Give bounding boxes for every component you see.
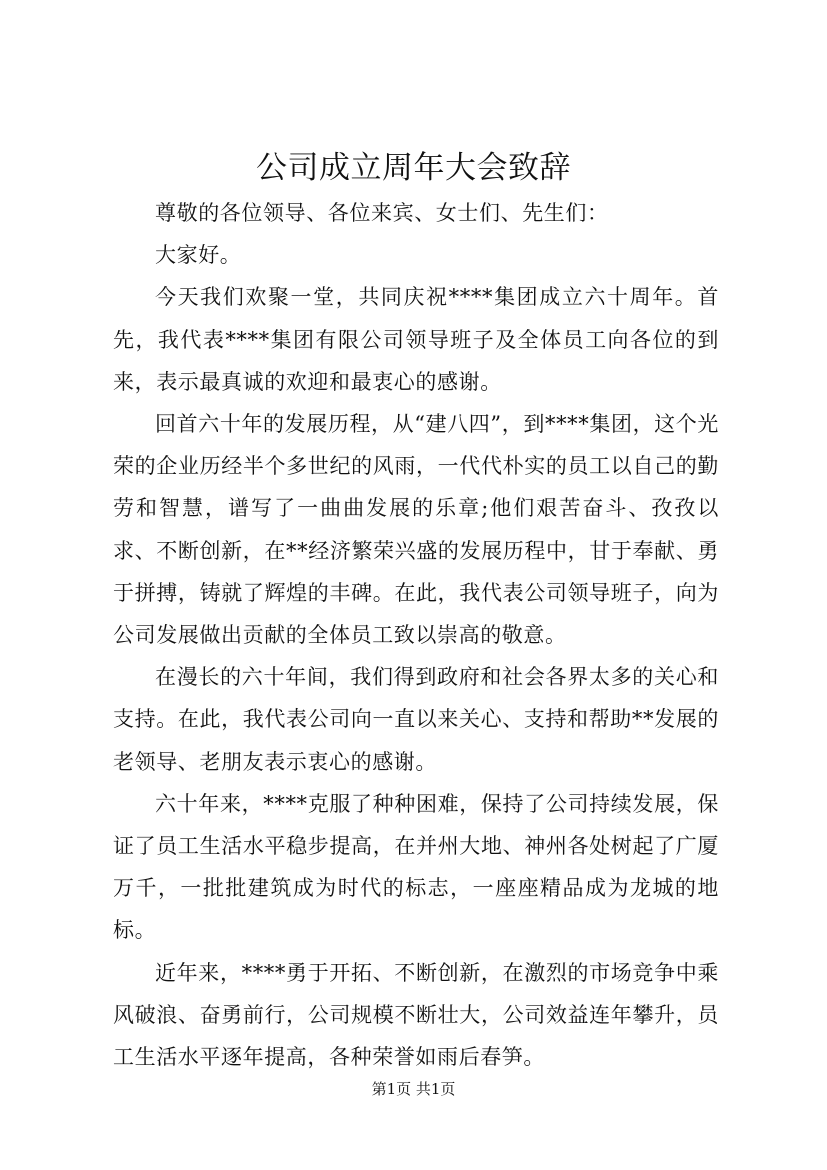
paragraph-welcome: 今天我们欢聚一堂，共同庆祝****集团成立六十周年。首先，我代表****集团有限公司领导班子及全体员工向各位的到来，表示最真诚的欢迎和最衷心的感谢。 bbox=[113, 285, 719, 394]
document-body bbox=[113, 192, 719, 1078]
paragraph-history: 回首六十年的发展历程，从“建八四”，到****集团，这个光荣的企业历经半个多世纪的风雨，一代代朴实的员工以自己的勤劳和智慧，谱写了一曲曲发展的乐章;他们艰苦奋斗、孜孜以求、不断创新，在**经济繁荣兴盛的发展历程中，甘于奉献、勇于拼搏，铸就了辉煌的丰碑。在此，我代表公司领导班子，向为公司发展做出贡献的全体员工致以崇高的敬意。 bbox=[113, 412, 719, 648]
paragraph-thanks: 在漫长的六十年间，我们得到政府和社会各界太多的关心和支持。在此，我代表公司向一直以来关心、支持和帮助**发展的老领导、老朋友表示衷心的感谢。 bbox=[113, 665, 719, 774]
paragraph-greeting: 大家好。 bbox=[155, 243, 242, 268]
paragraph-salutation: 尊敬的各位领导、各位来宾、女士们、先生们： bbox=[155, 201, 609, 225]
page-number-footer: 第1页 共1页 bbox=[371, 1080, 456, 1098]
paragraph-recent-years: 近年来，****勇于开拓、不断创新，在激烈的市场竞争中乘风破浪、奋勇前行，公司规模不断壮大，公司效益连年攀升，员工生活水平逐年提高，各种荣誉如雨后春笋。 bbox=[113, 960, 719, 1070]
paragraph-achievements: 六十年来，****克服了种种困难，保持了公司持续发展，保证了员工生活水平稳步提高，在并州大地、神州各处树起了广厦万千，一批批建筑成为时代的标志，一座座精品成为龙城的地标。 bbox=[113, 791, 719, 943]
document-title: 公司成立周年大会致辞 bbox=[256, 150, 571, 186]
